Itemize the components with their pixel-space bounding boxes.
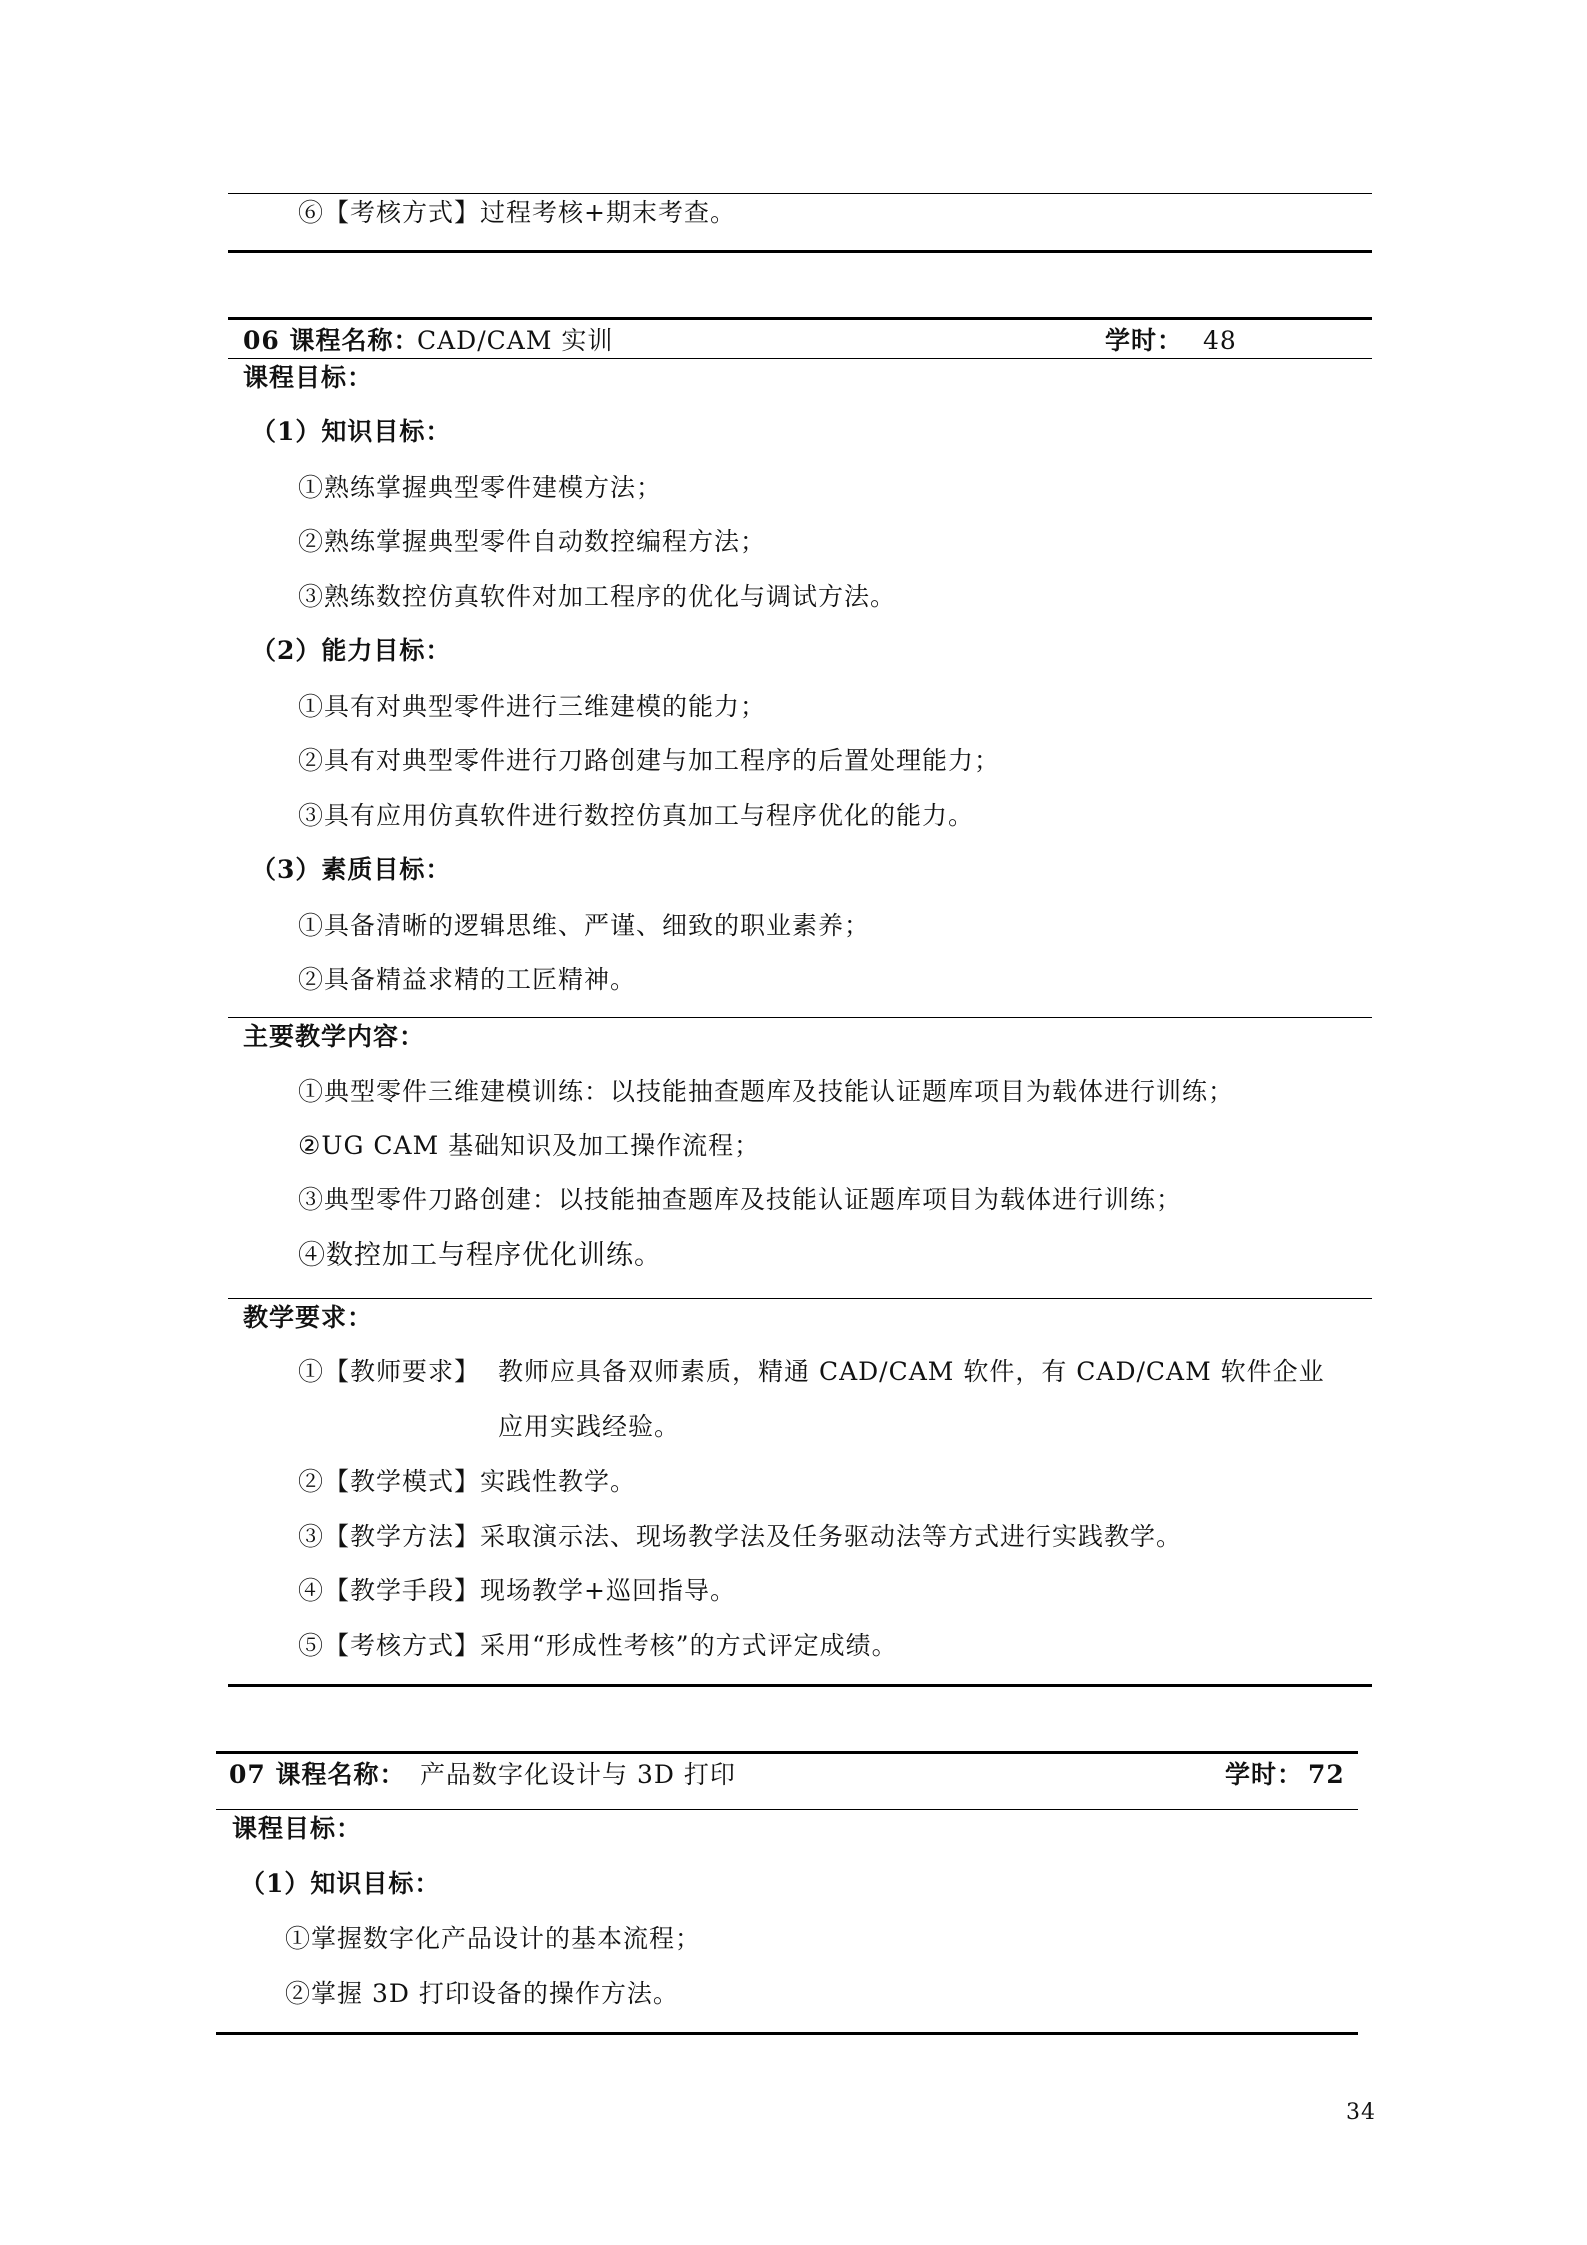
course06-title-rule: [228, 358, 1372, 359]
course07-hours-label: 学时：: [1225, 1760, 1304, 1789]
course06-req-heading: 教学要求：: [243, 1303, 374, 1332]
course07-knowledge-heading: （1）知识目标：: [240, 1869, 441, 1898]
course06-knowledge-2: ②熟练掌握典型零件自动数控编程方法；: [298, 527, 767, 556]
course06-content-2: ②UG CAM 基础知识及加工操作流程；: [298, 1131, 761, 1160]
course06-req-4: ④【教学手段】现场教学+巡回指导。: [298, 1576, 736, 1605]
course07-knowledge-1: ①掌握数字化产品设计的基本流程；: [285, 1924, 702, 1953]
course06-ability-heading: （2）能力目标：: [251, 636, 452, 665]
course06-req-2: ②【教学模式】实践性教学。: [298, 1467, 637, 1496]
course06-content-3: ③典型零件刀路创建：以技能抽查题库及技能认证题库项目为载体进行训练；: [298, 1185, 1183, 1214]
course06-title-value: CAD/CAM 实训: [417, 326, 614, 355]
course06-ability-2: ②具有对典型零件进行刀路创建与加工程序的后置处理能力；: [298, 746, 1001, 775]
course07-top-rule: [216, 1751, 1358, 1754]
section-end-rule: [228, 250, 1372, 253]
course06-ability-3: ③具有应用仿真软件进行数控仿真加工与程序优化的能力。: [298, 801, 975, 830]
course07-bottom-rule: [216, 2032, 1358, 2035]
course06-req-1-line2: 应用实践经验。: [498, 1412, 681, 1441]
course07-title-rule: [216, 1809, 1358, 1810]
course06-content-4: ④数控加工与程序优化训练。: [298, 1240, 662, 1271]
course06-ability-1: ①具有对典型零件进行三维建模的能力；: [298, 692, 767, 721]
course07-title-value: 产品数字化设计与 3D 打印: [420, 1760, 736, 1789]
course06-req-5: ⑤【考核方式】采用“形成性考核”的方式评定成绩。: [298, 1631, 898, 1660]
course06-hours-value: 48: [1203, 326, 1237, 355]
course06-req-rule: [228, 1298, 1372, 1299]
course06-content-rule: [228, 1017, 1372, 1018]
course06-bottom-rule: [228, 1684, 1372, 1687]
course06-knowledge-heading: （1）知识目标：: [251, 417, 452, 446]
course06-top-rule: [228, 317, 1372, 320]
course06-title-label: 06 课程名称：: [243, 326, 420, 355]
course06-content-heading: 主要教学内容：: [243, 1022, 426, 1051]
course07-goals-heading: 课程目标：: [232, 1814, 363, 1843]
top-rule: [228, 193, 1372, 194]
course06-knowledge-3: ③熟练数控仿真软件对加工程序的优化与调试方法。: [298, 582, 897, 611]
course07-title-label: 07 课程名称：: [229, 1760, 406, 1789]
course06-knowledge-1: ①熟练掌握典型零件建模方法；: [298, 473, 663, 502]
course06-quality-2: ②具备精益求精的工匠精神。: [298, 965, 637, 994]
course06-goals-heading: 课程目标：: [243, 363, 374, 392]
course06-req-1-prefix: ①【教师要求】: [298, 1357, 481, 1386]
course06-content-1: ①典型零件三维建模训练：以技能抽查题库及技能认证题库项目为载体进行训练；: [298, 1077, 1235, 1106]
page-number: 34: [1346, 2100, 1376, 2125]
course06-quality-heading: （3）素质目标：: [251, 855, 452, 884]
prev-assessment-line: ⑥【考核方式】过程考核+期末考查。: [298, 198, 736, 227]
course06-req-3: ③【教学方法】采取演示法、现场教学法及任务驱动法等方式进行实践教学。: [298, 1522, 1183, 1551]
course06-hours-label: 学时：: [1105, 326, 1184, 355]
course07-hours-value: 72: [1308, 1760, 1345, 1789]
course06-quality-1: ①具备清晰的逻辑思维、严谨、细致的职业素养；: [298, 911, 871, 940]
course06-req-1-line1: 教师应具备双师素质，精通 CAD/CAM 软件，有 CAD/CAM 软件企业: [498, 1357, 1325, 1386]
course07-knowledge-2: ②掌握 3D 打印设备的操作方法。: [285, 1979, 679, 2008]
